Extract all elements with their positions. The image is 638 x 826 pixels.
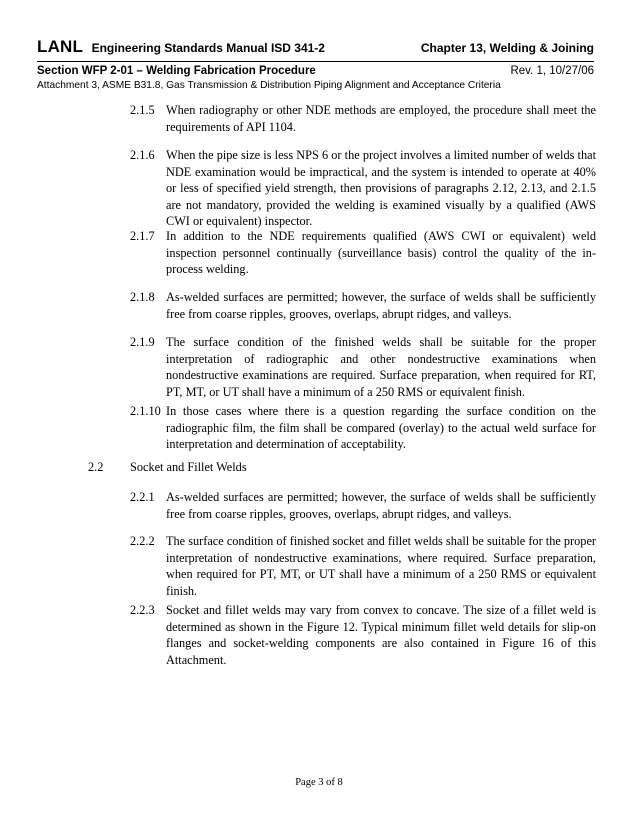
paragraph-number: 2.1.5 (130, 103, 155, 117)
section-number: 2.2 (88, 460, 104, 474)
paragraph-number: 2.2.2 (130, 534, 155, 548)
paragraph-number: 2.1.7 (130, 229, 155, 243)
header-title-row (37, 37, 594, 62)
chapter-title: Chapter 13, Welding & Joining (420, 41, 594, 55)
paragraph-text: Socket and fillet welds may vary from convex to concave. The size of a fillet weld is determined as shown in the Figure 12. Typical minimum fillet weld details for slip-on flanges and socket-welding components are also contained in Figure 16 of this Attachment. (166, 603, 596, 667)
paragraph-text: As-welded surfaces are permitted; however, the surface of welds shall be sufficiently free from coarse ripples, grooves, overlaps, abrupt ridges, and valleys. (166, 290, 596, 321)
paragraph-text: As-welded surfaces are permitted; however, the surface of welds shall be sufficiently free from coarse ripples, grooves, overlaps, abrupt ridges, and valleys. (166, 490, 596, 521)
paragraph-text: When the pipe size is less NPS 6 or the project involves a limited number of welds that NDE examination would be impractical, and the system is intended to operate at 40% or less of specified yield strength, then provisions of paragraphs 2.12, 2.13, and 2.1.5 are not mandatory, provided the welding is examined visually by a qualified (AWS CWI or equivalent) inspector. (166, 148, 596, 228)
page-footer: Page 3 of 8 (295, 777, 343, 788)
paragraph-number: 2.1.10 (130, 404, 161, 418)
section-title: Socket and Fillet Welds (130, 460, 247, 474)
paragraph-text: When radiography or other NDE methods are employed, the procedure shall meet the requirements of API 1104. (166, 103, 596, 134)
header-left (37, 37, 325, 57)
page-header (37, 37, 594, 91)
attachment-title: Attachment 3, ASME B31.8, Gas Transmission & Distribution Piping Alignment and Acceptance Criteria (37, 80, 501, 91)
header-section-row (37, 65, 594, 77)
paragraph-text: In those cases where there is a question regarding the surface condition on the radiographic film, the film shall be compared (overlay) to the actual weld surface for interpretation and determination of acceptability. (166, 404, 596, 451)
paragraph-number: 2.2.3 (130, 603, 155, 617)
paragraph-number: 2.2.1 (130, 490, 155, 504)
paragraph-number: 2.1.9 (130, 335, 155, 349)
lanl-logo: LANL (37, 37, 84, 56)
paragraph-number: 2.1.6 (130, 148, 155, 162)
paragraph-text: The surface condition of the finished welds shall be suitable for the proper interpretation of radiographic and other nondestructive examinations when nondestructive examinations are required. Surface preparation, when required for RT, PT, MT, or UT shall have a minimum of a 250 RMS or equivalent finish. (166, 335, 596, 399)
paragraph-number: 2.1.8 (130, 290, 155, 304)
revision-label: Rev. 1, 10/27/06 (510, 65, 594, 77)
section-title: Section WFP 2-01 – Welding Fabrication Procedure (37, 65, 316, 77)
paragraph-text: The surface condition of finished socket and fillet welds shall be suitable for the proper interpretation of nondestructive examinations, where required. Surface preparation, when required for PT, MT, or UT shall have a minimum of a 250 RMS or equivalent finish. (166, 534, 596, 598)
paragraph-text: In addition to the NDE requirements qualified (AWS CWI or equivalent) weld inspection personnel continually (surveillance basis) control the quality of the in-process welding. (166, 229, 596, 276)
manual-title: Engineering Standards Manual ISD 341-2 (91, 41, 325, 55)
